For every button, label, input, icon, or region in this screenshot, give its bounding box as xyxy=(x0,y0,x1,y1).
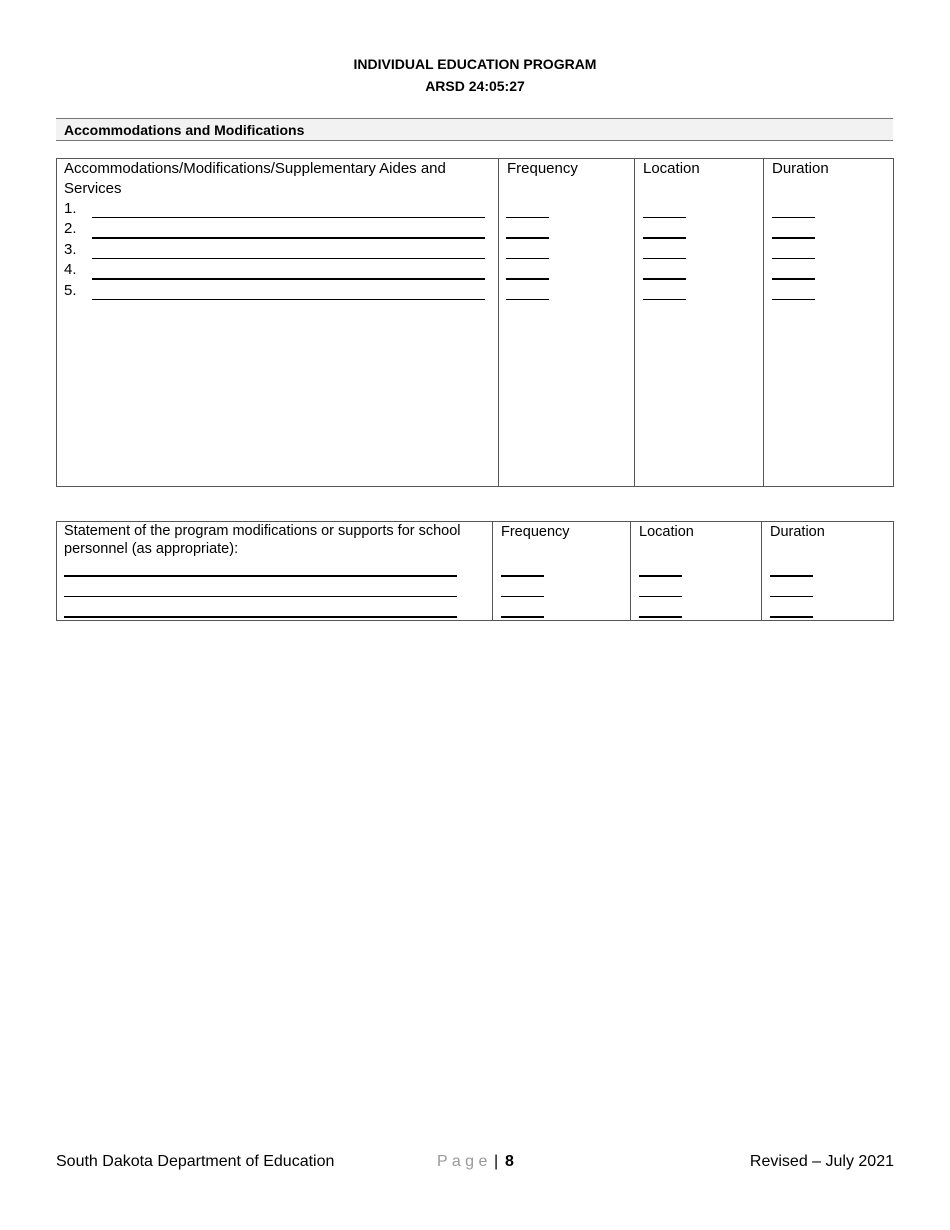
frequency-blank[interactable] xyxy=(501,575,544,577)
frequency-blank[interactable] xyxy=(501,596,544,597)
column-divider xyxy=(492,521,493,620)
location-blank[interactable] xyxy=(639,616,682,618)
frequency-blank[interactable] xyxy=(501,616,544,618)
header-statement: Statement of the program modifications or supports for school personnel (as appropriate): xyxy=(64,523,461,557)
duration-blank[interactable] xyxy=(772,237,815,239)
header-location: Location xyxy=(643,160,700,177)
location-blank[interactable] xyxy=(643,258,686,259)
duration-blank[interactable] xyxy=(772,258,815,259)
footer-page-separator: | xyxy=(494,1153,499,1170)
item-number: 5. xyxy=(64,282,77,299)
statement-blank[interactable] xyxy=(64,575,457,577)
accommodation-blank[interactable] xyxy=(92,237,485,239)
footer-page-label: P a g e xyxy=(437,1153,488,1170)
accommodation-blank[interactable] xyxy=(92,278,485,280)
column-divider xyxy=(630,521,631,620)
section-header xyxy=(56,118,893,141)
duration-blank[interactable] xyxy=(770,596,813,597)
duration-blank[interactable] xyxy=(772,217,815,218)
accommodation-blank[interactable] xyxy=(92,299,485,300)
header-accommodations: Accommodations/Modifications/Supplementary Aides and Services xyxy=(64,160,446,197)
location-blank[interactable] xyxy=(639,575,682,577)
frequency-blank[interactable] xyxy=(506,278,549,280)
header-duration: Duration xyxy=(772,160,829,177)
frequency-blank[interactable] xyxy=(506,237,549,239)
item-number: 4. xyxy=(64,261,77,278)
item-number: 3. xyxy=(64,241,77,258)
document-title: INDIVIDUAL EDUCATION PROGRAM xyxy=(353,56,597,72)
column-divider xyxy=(763,158,764,486)
column-divider xyxy=(761,521,762,620)
footer-page-number: 8 xyxy=(505,1153,514,1170)
frequency-blank[interactable] xyxy=(506,258,549,259)
frequency-blank[interactable] xyxy=(506,299,549,300)
duration-blank[interactable] xyxy=(770,575,813,577)
item-number: 1. xyxy=(64,200,77,217)
statement-blank[interactable] xyxy=(64,596,457,597)
location-blank[interactable] xyxy=(639,596,682,597)
duration-blank[interactable] xyxy=(772,299,815,300)
location-blank[interactable] xyxy=(643,217,686,218)
footer-department: South Dakota Department of Education xyxy=(56,1153,335,1170)
location-blank[interactable] xyxy=(643,278,686,280)
header-frequency: Frequency xyxy=(507,160,578,177)
item-number: 2. xyxy=(64,220,77,237)
document-subtitle: ARSD 24:05:27 xyxy=(425,78,525,94)
section-title: Accommodations and Modifications xyxy=(64,122,305,138)
accommodation-blank[interactable] xyxy=(92,217,485,218)
column-divider xyxy=(498,158,499,486)
statement-blank[interactable] xyxy=(64,616,457,618)
header-location: Location xyxy=(639,524,694,540)
column-divider xyxy=(634,158,635,486)
location-blank[interactable] xyxy=(643,237,686,239)
accommodations-table xyxy=(56,158,894,487)
location-blank[interactable] xyxy=(643,299,686,300)
duration-blank[interactable] xyxy=(772,278,815,280)
frequency-blank[interactable] xyxy=(506,217,549,218)
header-duration: Duration xyxy=(770,524,825,540)
header-frequency: Frequency xyxy=(501,524,570,540)
accommodation-blank[interactable] xyxy=(92,258,485,259)
footer-revised: Revised – July 2021 xyxy=(749,1153,894,1170)
duration-blank[interactable] xyxy=(770,616,813,618)
